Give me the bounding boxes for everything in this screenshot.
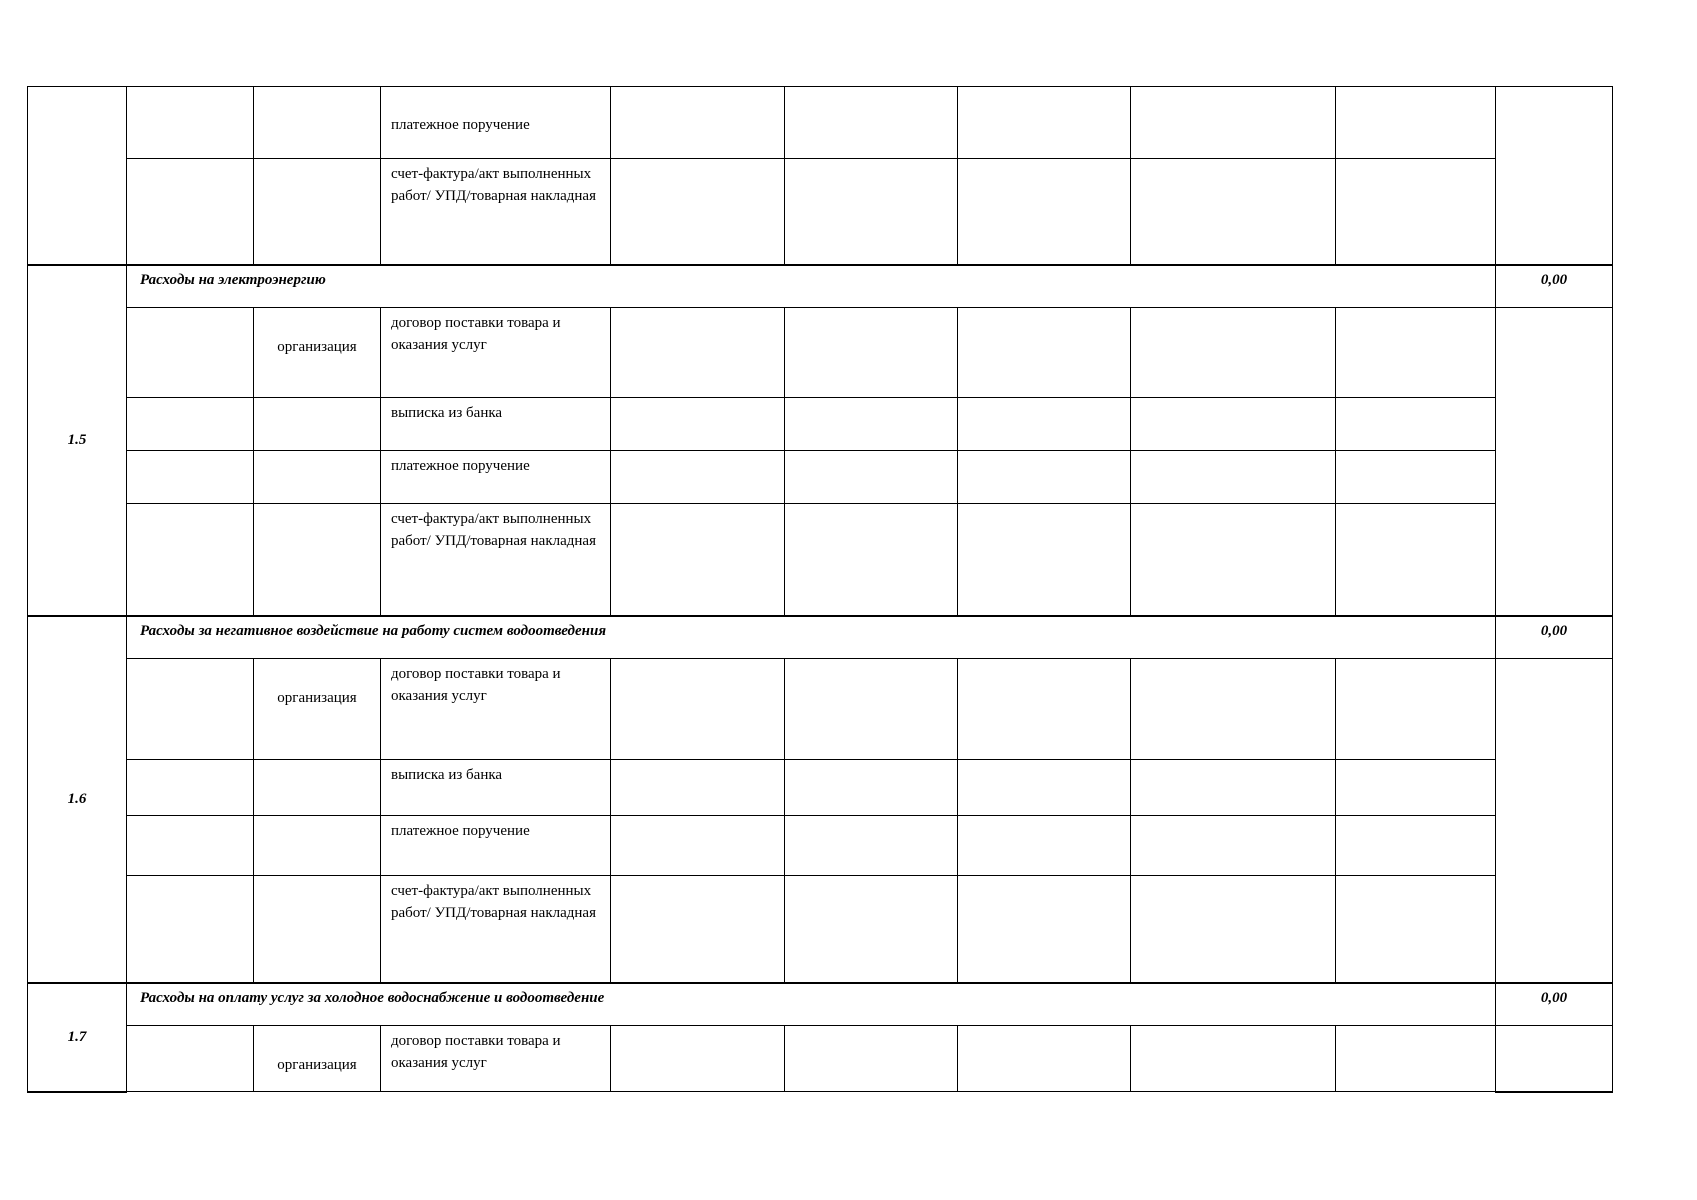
doc-type-cell: договор поставки товара и оказания услуг <box>381 308 611 398</box>
table-row <box>28 398 1613 451</box>
table-row <box>28 659 1613 760</box>
doc-type-cell: платежное поручение <box>381 816 611 876</box>
org-cell: организация <box>254 1026 381 1092</box>
section-total: 0,00 <box>1496 616 1613 659</box>
org-cell: организация <box>254 308 381 398</box>
doc-type-cell: договор поставки товара и оказания услуг <box>381 659 611 760</box>
doc-type-cell: счет-фактура/акт выполненных работ/ УПД/товарная накладная <box>381 876 611 983</box>
doc-type-cell: выписка из банка <box>381 398 611 451</box>
table-row <box>28 308 1613 398</box>
section-title: Расходы на оплату услуг за холодное водоснабжение и водоотведение <box>127 983 1496 1026</box>
expense-table <box>27 86 1613 1093</box>
total-column-cell <box>1496 659 1613 983</box>
doc-type-cell: платежное поручение <box>381 451 611 504</box>
section-number: 1.5 <box>28 265 127 616</box>
doc-type-cell: договор поставки товара и оказания услуг <box>381 1026 611 1092</box>
table-row <box>28 760 1613 816</box>
section-header-row <box>28 616 1613 659</box>
section-header-row <box>28 983 1613 1026</box>
table-row <box>28 87 1613 159</box>
total-column-cell <box>1496 1026 1613 1092</box>
table-row <box>28 451 1613 504</box>
table-row <box>28 159 1613 265</box>
section-number: 1.6 <box>28 616 127 983</box>
doc-type-cell: счет-фактура/акт выполненных работ/ УПД/товарная накладная <box>381 159 611 265</box>
section-header-row <box>28 265 1613 308</box>
section-number: 1.7 <box>28 983 127 1092</box>
table-row <box>28 876 1613 983</box>
section-title: Расходы на электроэнергию <box>127 265 1496 308</box>
table-row <box>28 816 1613 876</box>
section-total: 0,00 <box>1496 983 1613 1026</box>
org-cell: организация <box>254 659 381 760</box>
doc-type-cell: счет-фактура/акт выполненных работ/ УПД/товарная накладная <box>381 504 611 616</box>
table-row <box>28 1026 1613 1092</box>
section-total: 0,00 <box>1496 265 1613 308</box>
doc-type-cell: выписка из банка <box>381 760 611 816</box>
doc-type-cell: платежное поручение <box>381 87 611 159</box>
section-title: Расходы за негативное воздействие на работу систем водоотведения <box>127 616 1496 659</box>
total-column-cell <box>1496 308 1613 616</box>
num-cell-continued <box>28 87 127 265</box>
table-row <box>28 504 1613 616</box>
total-cell-continued <box>1496 87 1613 265</box>
